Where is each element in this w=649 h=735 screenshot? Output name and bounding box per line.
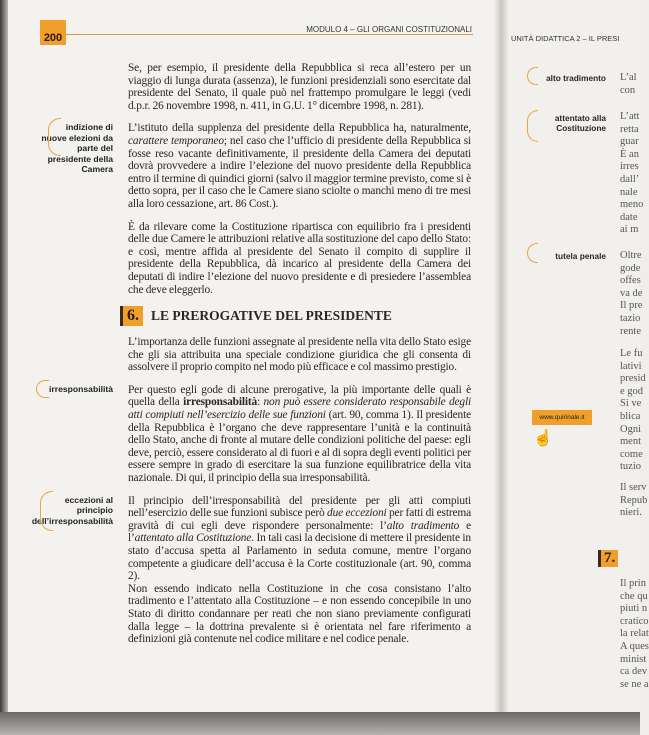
margin-empty	[0, 62, 128, 112]
emphasis: non può essere considerato responsabile degli atti compiuti nell’esercizio delle sue funzioni	[128, 396, 471, 422]
text: L’istituto della supplenza del presidente della Repubblica ha, naturalmente,	[128, 122, 471, 135]
text: per fatti di estrema gravità di cui egli deve rispondere personalmente: l’	[128, 507, 471, 532]
section-heading	[120, 306, 480, 326]
paragraph-irresponsabilita	[128, 384, 471, 485]
left-page-text-column	[0, 62, 480, 656]
note-brace	[40, 491, 53, 531]
header-rule	[66, 34, 473, 35]
paragraph-eccezioni	[128, 495, 471, 583]
text-fragment: L’al con	[620, 72, 637, 96]
margin-empty	[0, 221, 128, 297]
text: :	[257, 396, 264, 409]
row-irresponsabilita	[0, 384, 480, 485]
margin-note-alto-tradimento: alto tradimento	[546, 73, 606, 83]
margin-note-irresponsabilita: irresponsabilità	[49, 383, 113, 394]
paragraph-dottrina: Non essendo indicato nella Costituzione in che cosa consistano l’alto tradimento e l’attentato alla Costituzione – e non essendo concepibile in uno Stato di diritto condannare per reati che non siano previamente configurati dalla legge – la dottrina prevalente si è orientata nel fare riferimento a definizioni già contenute nel codice militare e nel codice penale.	[128, 582, 471, 646]
emphasis: carattere temporaneo	[128, 134, 224, 147]
row-equilibrio	[0, 221, 480, 297]
text: e l’	[128, 519, 471, 545]
quirinale-link[interactable]: www.quirinale.it	[532, 410, 592, 425]
right-page	[503, 0, 649, 712]
text-fragment: Il serv Repub nieri.	[620, 482, 648, 519]
text: (art. 90, comma 1). Il presidente della Repubblica è l’organo che deve rappresentare l’unità e la continuità dello Stato, anche di fronte al mutare delle condizioni politiche del paese: egli deve, perciò, essere considerato al di fuori e al di sopra degli eventi politici per essere sempre in grado di esercitare la sua funzione equilibratrice della vita nazionale. Di qui, il principio della sua irresponsabilità.	[128, 409, 471, 485]
row-eccezioni	[0, 495, 480, 583]
running-head: MODULO 4 – GLI ORGANI COSTITUZIONALI	[306, 25, 472, 34]
text: Il principio dell’irresponsabilità del presidente per gli atti compiuti nell’esercizio delle sue funzioni subisce però	[128, 494, 471, 520]
page-number: 200	[40, 20, 66, 45]
scanner-bottom-edge	[0, 712, 640, 735]
paragraph-supplenza	[128, 122, 471, 210]
section-title: LE PREROGATIVE DEL PRESIDENTE	[151, 308, 392, 324]
margin-cell	[0, 384, 128, 485]
text: Per questo egli gode di alcune prerogative, la più importante delle quali è quella della	[128, 383, 471, 409]
emphasis: attentato alla Costituzione	[134, 532, 252, 545]
book-gutter	[494, 0, 508, 712]
margin-cell	[0, 495, 128, 583]
text: ; nel caso che l’ufficio di presidente della Repubblica si fosse reso vacante definitivamente, il presidente della Camera dei deputati dovrà provvedere a indire l’elezione del nuovo presidente della Repubblica entro il termine di quindici giorni (salvo il maggior termine previsto, come si è detto sopra, per il caso che le Camere siano sciolte o manchi meno di tre mesi alla loro cessazione, art. 86 Cost.).	[128, 134, 471, 210]
margin-empty	[0, 583, 128, 646]
text-fragment: Le fu lativi presid e god Si ve blica Ogni ment come tuzio	[620, 348, 646, 473]
emphasis: alto tradimento	[386, 519, 460, 532]
paragraph-importanza: L’importanza delle funzioni assegnate al presidente nella vita dello Stato esige che gli sia attribuita una speciale condizione giuridica che gli consenta di assolvere il proprio compito nel modo più efficace e col massimo prestigio.	[128, 336, 471, 374]
row-assenza	[0, 62, 480, 112]
row-dottrina	[0, 583, 480, 646]
margin-empty	[0, 336, 128, 374]
margin-note-tutela-penale: tutela penale	[555, 251, 606, 261]
right-running-head: UNITÀ DIDATTICA 2 – IL PRESI	[511, 34, 620, 43]
margin-note-indizione: indizione di nuove elezioni da parte del presidente della Camera	[41, 122, 113, 175]
row-importanza	[0, 336, 480, 374]
text-fragment: Oltre gode offes va de Il pre tazio rente	[620, 250, 643, 337]
text: . In tali casi la decisione di mettere il presidente in stato d’accusa spetta al Parlamento in seduta comune, mentre l’organo competente a giudicare dell’accusa è la Corte costituzionale (art. 90, comma 2).	[128, 532, 471, 583]
note-brace	[48, 118, 61, 156]
paragraph-assenza: Se, per esempio, il presidente della Repubblica si reca all’estero per un viaggio di lunga durata (assenza), le funzioni presidenziali sono esercitate dal presidente del Senato, il quale può nel frattempo promulgare le leggi (vedi d.p.r. 26 novembre 1998, n. 411, in G.U. 1° dicembre 1998, n. 281).	[128, 62, 471, 112]
row-supplenza	[0, 122, 480, 210]
margin-note-eccezioni: eccezioni al principio dell’irresponsabilità	[31, 494, 113, 526]
bold-term: irresponsabilità	[183, 396, 258, 409]
text-fragment: Il prin che qu piuti n cratico la relat A ques minist ca dev se ne a	[620, 578, 649, 690]
paragraph-equilibrio: È da rilevare come la Costituzione ripartisca con equilibrio fra i presidenti delle due Camere le attribuzioni relative alla sostituzione del capo dello Stato: e così, mentre affida al presidente del Senato il compito di supplire il presidente della Repubblica, dà incarico al presidente della Camera dei deputati di indire l’elezione del nuovo presidente e di presiedere l’assemblea che deve eleggerlo.	[128, 220, 471, 296]
margin-note-attentato: attentato alla Costituzione	[554, 113, 606, 133]
note-brace	[36, 380, 49, 398]
pointing-hand-icon: ☝	[533, 430, 553, 447]
section-7-number: 7.	[598, 550, 618, 567]
margin-cell	[0, 122, 128, 210]
section-number: 6.	[120, 306, 143, 326]
emphasis: due eccezioni	[327, 507, 387, 520]
text-fragment: L’att retta guar È an irres dall’ nale meno date ai m	[620, 111, 644, 236]
